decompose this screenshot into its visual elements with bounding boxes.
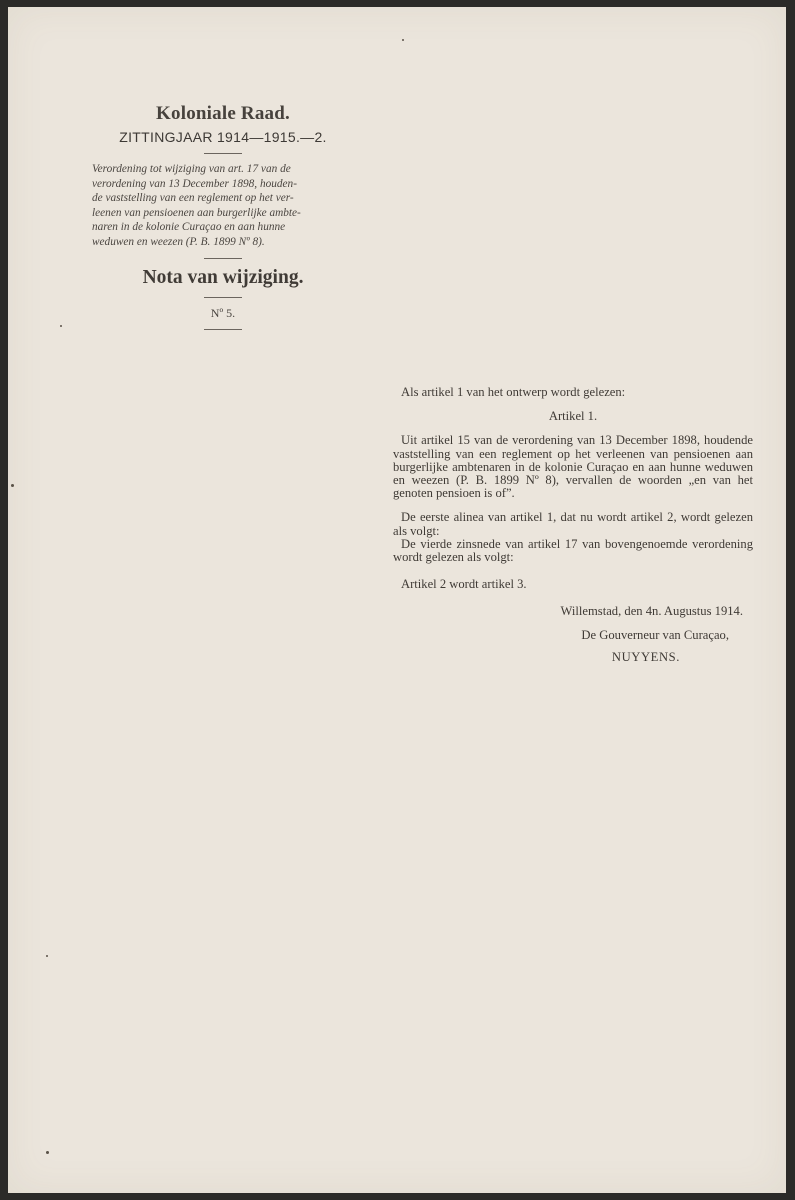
paper-speck [402,39,404,41]
article-heading: Artikel 1. [548,409,598,424]
divider [204,153,242,154]
intro-line: Als artikel 1 van het ontwerp wordt gelezen: [401,385,626,399]
paper-speck [60,325,62,327]
paper-speck [46,1151,49,1154]
divider [204,258,242,259]
divider [204,329,242,330]
paragraph-1: Uit artikel 15 van de verordening van 13 December 1898, houdende vaststelling van een reglement op het verleenen van pensioenen aan burgerlijke ambtenaren in de kolonie Curaçao en aan hunne weduwen en weezen (P. B. 1899 Nº 8), vervallen de woorden „en van het genoten pensioen is of”. [393,433,753,501]
place-date: Willemstad, den 4n. Augustus 1914. [560,604,743,619]
paper-speck [46,955,48,957]
document-number: Nº 5. [210,305,236,320]
document-title: Koloniale Raad. [156,103,290,124]
nota-title: Nota van wijziging. [142,266,304,288]
ordinance-description: Verordening tot wijziging van art. 17 van de verordening van 13 December 1898, houden- de vaststelling van een reglement op het ver- leenen van pensioenen aan burgerlijke ambte- naren in de kolonie Curaçao en aan hunne weduwen en weezen (P. B. 1899 Nº 8). [92,163,301,248]
signatory-name: NUYYENS. [611,649,680,664]
document-page [8,7,786,1193]
divider [204,297,242,298]
paper-speck [11,484,14,487]
paragraph-4: Artikel 2 wordt artikel 3. [401,577,527,592]
body-text [393,386,753,664]
session-year: ZITTINGJAAR 1914—1915.—2. [119,129,327,145]
signatory-title: De Gouverneur van Curaçao, [581,627,729,642]
header-block [92,103,354,338]
paragraph-2: De eerste alinea van artikel 1, dat nu wordt artikel 2, wordt gelezen als volgt: [393,510,753,538]
paragraph-3: De vierde zinsnede van artikel 17 van bovengenoemde verordening wordt gelezen als volgt: [393,536,753,565]
